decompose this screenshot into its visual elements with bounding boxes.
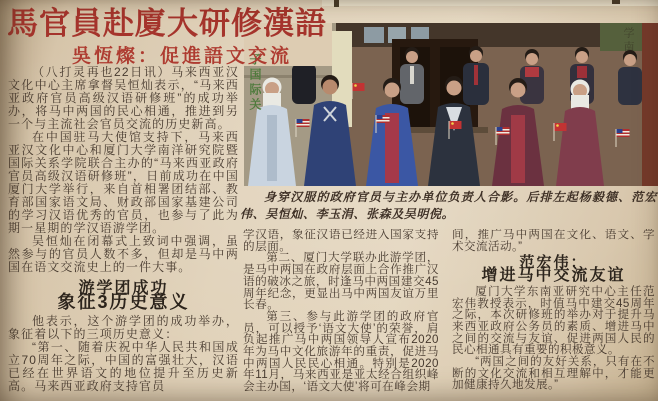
body-paragraph: 在中国驻马大使馆支持下，马来西亚汉文化中心和厦门大学南洋研究院暨国际关系学院联合主办的“马来西亚政府官员高级汉语研修班”，日前成功在中国厦门大学举行，来自首相署团结部、教育部国家语文局、财政部国家基建公司的学习汉语优秀的官员，也参与了此为期一星期的学汉语游学团。: [8, 130, 239, 235]
body-paragraph: 吴恒灿在闭幕式上致词中强调，虽然参与的官员人数不多，但却是马中两国在语文交流史上的一件大事。: [8, 234, 239, 274]
body-paragraph: 间，推广马中两国在文化、语文、学术交流活动。”: [452, 229, 655, 253]
body-paragraph: 第三、参与此游学团的政府官员，可以授予‘语文大使’的荣誉，肩负起推广马中两国领导人宣布2020年为马中文化旅游年的重责，促进马中两国人民民心相通。特别是2020年11月，马来西亚是亚太经合组织峰会主办国，‘语文大使’将可在峰会期: [243, 309, 439, 394]
dateline-paragraph: （八打灵再也22日讯）马来西亚汉文化中心主席拿督吴恒灿表示，“马来西亚政府官员高级汉语研修班”的成功举办，将马中两国的民心相通，推进到另一个与主流社会官员交流的历史新高。: [8, 66, 239, 131]
body-paragraph: 第二、厦门大学联办此游学团，是马中两国在政府层面上合作推广汉语的破冰之旅，时逢马中两国建交45周年纪念，更显出马中两国友谊万里长春。: [243, 251, 439, 312]
paper-edge-mark: [612, 0, 620, 4]
news-photo: [244, 23, 658, 186]
column-3: [452, 229, 655, 401]
section-subhead-line1: 游学团成功: [78, 280, 169, 297]
body-paragraph: 学汉语，象征汉语已经进入国家支持的层面。: [243, 229, 439, 253]
section-subhead-line2: 增进马中交流友谊: [481, 267, 626, 285]
column-1: [8, 66, 239, 401]
section-subhead-line2: 象征3历史意义: [57, 292, 190, 312]
paper-top-edge: [322, 0, 658, 6]
body-paragraph: 厦门大学东南亚研究中心主任范宏伟教授表示，时值马中建交45周年之际，本次研修班的举办对于提升马来西亚政府公务员的素质、增进马中之间的交流与友谊、促进两国人民的民心相通具有重要的积极意义。: [452, 284, 655, 357]
column-2: [243, 229, 439, 401]
body-paragraph: “第一、随着庆祝中华人民共和国成立70周年之际，中国的富强壮大，汉语已经在世界语文的地位提升至历史新高。马来西亚政府支持官员: [8, 340, 239, 393]
body-paragraph: 他表示，这个游学团的成功举办，象征着以下的三项历史意义：: [8, 314, 239, 341]
red-pillar: [642, 23, 658, 186]
sub-headline-text: 吳恆燦：促進語文交流: [72, 46, 293, 67]
photo-caption: 身穿汉服的政府官员与主办单位负责人合影。后排左起杨毅德、范宏伟、吴恒灿、李玉涓、张森及吴明倪。: [240, 190, 657, 221]
headline-text: 馬官員赴廈大研修漢語: [7, 6, 327, 41]
body-paragraph: “两国之间的友好关系，只有在不断的文化交流和相互理解中，才能更加健康持久地发展。”: [452, 355, 655, 392]
section-subhead-line1: 范宏伟：: [519, 254, 588, 272]
banner-vertical-text: 子国际关: [248, 53, 262, 113]
group-photo-illustration: [244, 23, 658, 186]
paper-edge-mark: [334, 0, 339, 7]
calligraphy-text: 学南: [622, 27, 634, 55]
